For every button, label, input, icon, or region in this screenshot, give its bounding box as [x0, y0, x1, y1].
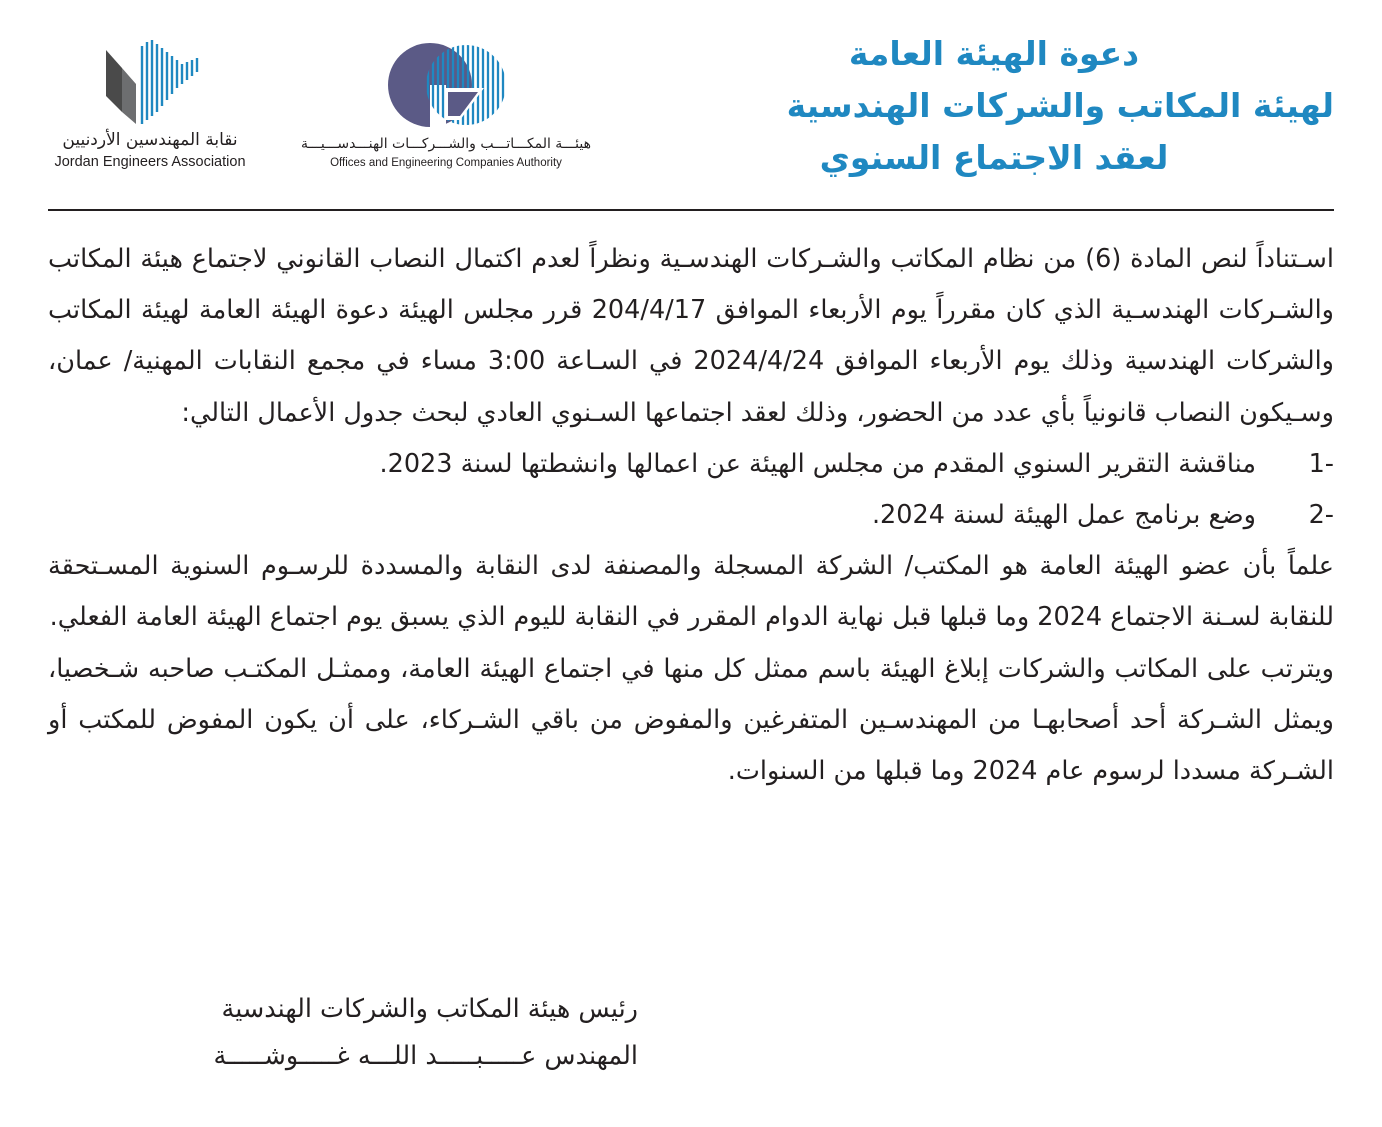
oeca-emblem-icon [386, 40, 508, 130]
jea-name-english: Jordan Engineers Association [54, 154, 246, 170]
title-line-1: دعوة الهيئة العامة [848, 34, 1140, 73]
agenda-item-2 [48, 490, 1334, 541]
membership-note-paragraph: علماً بأن عضو الهيئة العامة هو المكتب/ الشركة المسجلة والمصنفة لدى النقابة والمسددة للرسـوم السنوية المسـتحقة للنقابة لسـنة الاجتماع 2024 وما قبلها قبل نهاية الدوام المقرر في النقابة لليوم الذي يسبق يوم اجتماع الهيئة العامة الفعلي. [48, 551, 1334, 633]
oeca-name-arabic: هيئـــة المكـــاتـــب والشـــركـــات الهنـــدســـيـــة [301, 136, 591, 152]
signatory-title: رئيس هيئة المكاتب والشركات الهندسية [221, 994, 638, 1024]
signatory-name: المهندس عـــــبـــــد اللـــه غـــــوشـــــة [213, 1041, 638, 1071]
agenda-item-text: وضع برنامج عمل الهيئة لسنة 2024. [871, 500, 1256, 531]
delegate-note-paragraph: ويترتب على المكاتب والشركات إبلاغ الهيئة باسم ممثل كل منها في اجتماع الهيئة العامة، وممثـل المكتـب صاحبه شـخصيا، ويمثل الشـركة أحد أصحابهـا من المهندسـين المتفرغين والمفوض من باقي الشـركاء، على أن يكون المفوض للمكتب أو الشـركة مسددا لرسوم عام 2024 وما قبلها من السنوات. [48, 653, 1334, 787]
agenda-item-text: مناقشة التقرير السنوي المقدم من مجلس الهيئة عن اعمالها وانشطتها لسنة 2023. [379, 448, 1256, 479]
signature-block [48, 986, 638, 1080]
agenda-item-number: 1- [1308, 448, 1334, 479]
title-line-2: لهيئة المكاتب والشركات الهندسية [786, 86, 1334, 125]
intro-paragraph: اسـتناداً لنص المادة (6) من نظام المكاتب والشـركات الهندسـية ونظراً لعدم اكتمال النصاب القانوني لاجتماع هيئة المكاتب والشـركات الهندسـية الذي كان مقرراً يوم الأربعاء الموافق 204/4/17 قرر مجلس الهيئة دعوة الهيئة العامة لهيئة المكاتب والشركات الهندسية وذلك يوم الأربعاء الموافق 2024/4/24 في السـاعة 3:00 مساء في مجمع النقابات المهنية/ عمان، وسـيكون النصاب قانونياً بأي عدد من الحضور، وذلك لعقد اجتماعها السـنوي العادي لبحث جدول الأعمال التالي: [48, 244, 1335, 428]
jea-emblem-icon [102, 40, 202, 124]
oeca-logo [300, 40, 592, 180]
agenda-item-number: 2- [1308, 500, 1334, 531]
header [0, 0, 1382, 210]
announcement-body [48, 234, 1334, 797]
jordan-engineers-association-logo [52, 40, 252, 180]
announcement-title [654, 28, 1334, 184]
agenda-item-1 [48, 439, 1334, 490]
jea-name-arabic: نقابة المهندسين الأردنيين [62, 130, 238, 150]
header-divider [48, 209, 1334, 211]
title-line-3: لعقد الاجتماع السنوي [819, 138, 1169, 177]
oeca-name-english: Offices and Engineering Companies Authority [330, 157, 562, 169]
